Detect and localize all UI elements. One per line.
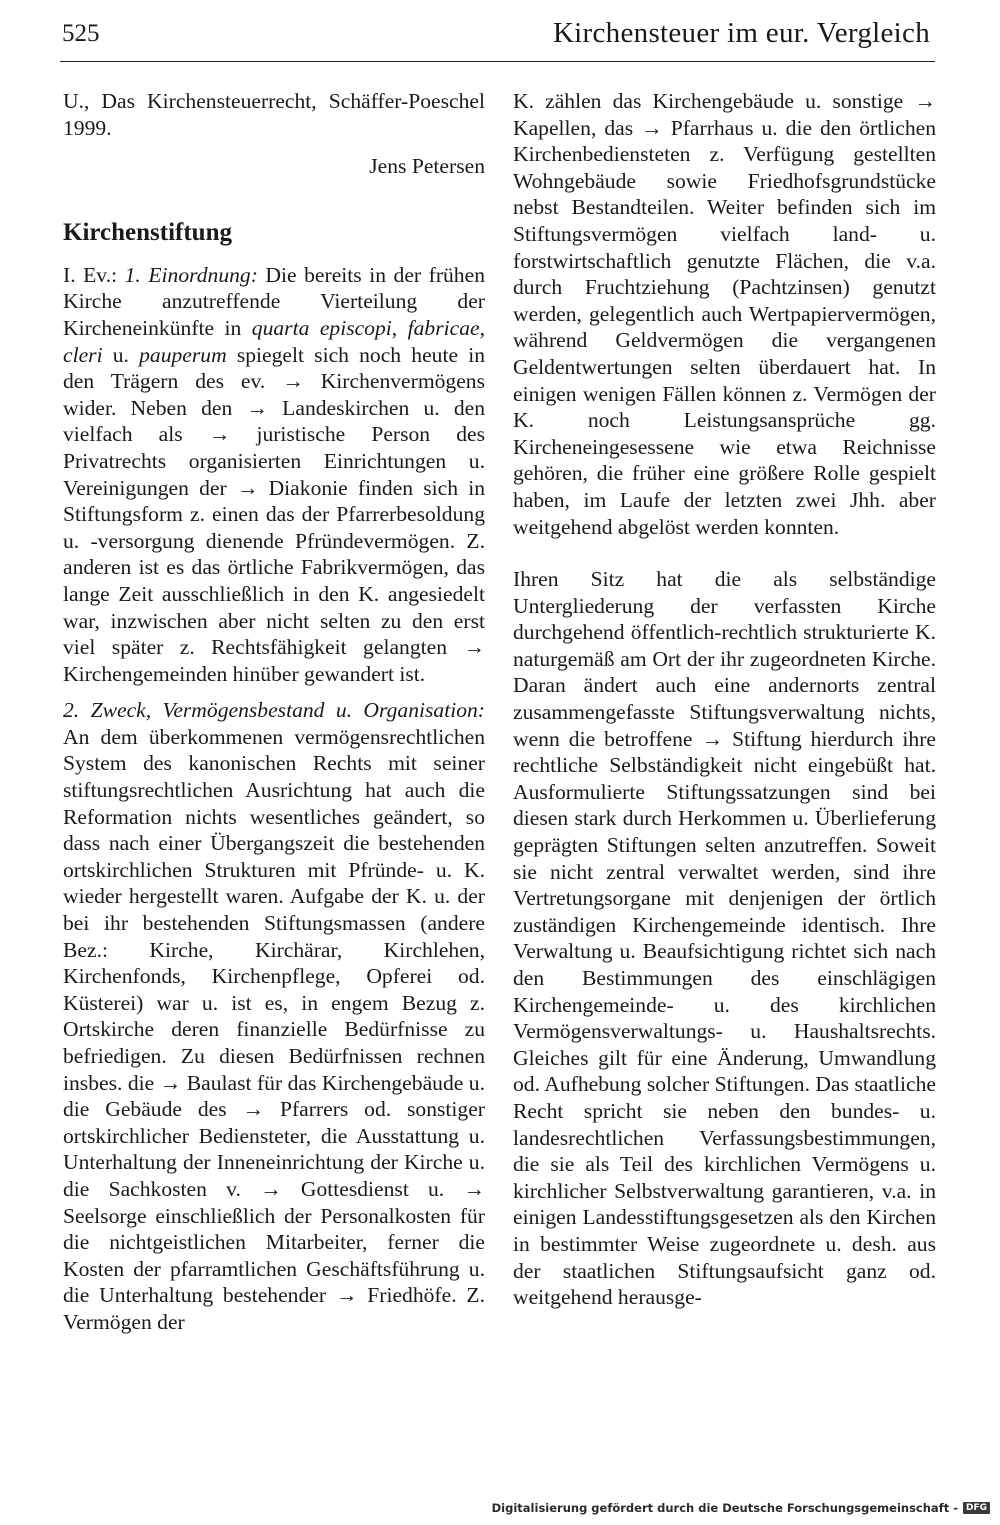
section-2-subhead: 2. Zweck, Vermögensbestand u. Organisation: — [63, 698, 485, 723]
section-1-subhead: 1. Einordnung: — [124, 262, 258, 287]
page-header — [0, 0, 1000, 64]
latin-term: fabricae — [407, 315, 480, 340]
dfg-logo-icon: DFG — [963, 1502, 990, 1514]
latin-term: pauperum — [139, 342, 227, 367]
header-rule — [60, 61, 935, 62]
text-run: , — [391, 315, 408, 340]
text-run: , — [479, 315, 485, 340]
section-2-text: An dem überkommenen vermögensrechtlichen System des kanonischen Rechts mit seiner stiftungsrechtlichen Ausrichtung hat auch die Reformation nichts wesentliches geändert, so dass nach einer Übergangszeit die bestehenden ortskirchlichen Strukturen mit Pfründe- u. K. wieder hergestellt waren. Aufgabe der K. u. der bei ihr bestehenden Stiftungsmassen (andere Bez.: Kirche, Kirchärar, Kirchlehen, Kirchenfonds, Kirchenpflege, Opferei od. Küsterei) war u. ist es, in engem Bezug z. Ortskirche deren finanzielle Bedürfnisse zu befriedigen. Zu diesen Bedürfnissen rechnen insbes. die → Baulast für das Kirchengebäude u. die Gebäude des → Pfarrers od. sonstiger ortskirchlicher Bediensteter, die Ausstattung u. Unterhaltung der Inneneinrichtung der Kirche u. die Sachkosten v. → Gottesdienst u. → Seelsorge einschließlich der Personalkosten für die nichtgeistlichen Mitarbeiter, ferner die Kosten der pfarramtlichen Geschäftsführung u. die Unterhaltung bestehender → Friedhöfe. Z. Vermögen der — [63, 724, 485, 1334]
author-signature: Jens Petersen — [369, 154, 485, 179]
section-2-paragraph — [63, 697, 485, 1335]
section-1-prefix: I. Ev.: — [63, 262, 125, 287]
text-run: spiegelt sich noch heute in den Trägern des ev. → Kirchenvermögens wider. Neben den → Landeskirchen u. den vielfach als → juristische Person des Privatrechts organisierten Einrichtungen u. Vereinigungen der → Diakonie finden sich in Stiftungsform z. einen das der Pfarrerbesoldung u. -versorgung dienende Pfründevermögen. Z. anderen ist es das örtliche Fabrikvermögen, das lange Zeit ausschließlich in den K. angesiedelt war, inzwischen aber nicht selten zu den erst viel später z. Rechtsfähigkeit gelangten → Kirchengemeinden hinüber gewandert ist. — [63, 342, 485, 686]
entry-heading: Kirchenstiftung — [63, 218, 232, 246]
section-1-paragraph — [63, 262, 485, 688]
digitization-note: Digitalisierung gefördert durch die Deutsche Forschungsgemeinschaft - — [491, 1501, 958, 1515]
right-column — [513, 88, 936, 1311]
text-run: u. — [102, 342, 140, 367]
digitization-footer — [492, 1501, 990, 1515]
page-number: 525 — [62, 20, 100, 47]
left-column — [63, 88, 485, 1336]
right-paragraph-1: K. zählen das Kirchengebäude u. sonstige → Kapellen, das → Pfarrhaus u. die den örtlichen Kirchenbediensteten z. Verfügung gestellten Wohngebäude sowie Friedhofsgrundstücke nebst Bestandteilen. Weiter befinden sich im Stiftungsvermögen vielfach land- u. forstwirtschaftlich genutzte Flächen, die v.a. durch Fruchtziehung (Pachtzinsen) genutzt werden, gelegentlich auch Wertpapiervermögen, während Geldvermögen die vergangenen Geldentwertungen selten überdauert hat. In einigen wenigen Fällen können z. Vermögen der K. noch Leistungsansprüche gg. Kircheneingesessene wie etwa Reichnisse gehören, die früher eine größere Rolle gespielt haben, im Laufe der letzten zwei Jhh. aber weitgehend abgelöst werden konnten. — [513, 89, 936, 539]
latin-term: cleri — [63, 342, 103, 367]
text-run: Die bereits in der frühen Kirche anzutreffende Vierteilung der Kircheneinkünfte in — [63, 262, 485, 340]
right-paragraph-2: Ihren Sitz hat die als selbständige Untergliederung der verfassten Kirche durchgehend öffentlich-rechtlich strukturierte K. naturgemäß am Ort der ihr zugeordneten Kirche. Daran ändert auch eine andernorts zentral zusammengefasste Stiftungsverwaltung nichts, wenn die betroffene → Stiftung hierdurch ihre rechtliche Selbständigkeit nicht eingebüßt hat. Ausformulierte Stiftungssatzungen sind bei diesen stark durch Herkommen u. Überlieferung geprägten Stiftungen selten anzutreffen. Soweit sie nicht zentral verwaltet werden, sind ihre Vertretungsorgane mit denjenigen der örtlich zuständigen Kirchengemeinde identisch. Ihre Verwaltung u. Beaufsichtigung richtet sich nach den Bestimmungen des einschlägigen Kirchengemeinde- u. des kirchlichen Vermögensverwaltungs- u. Haushaltsrechts. Gleiches gilt für eine Änderung, Umwandlung od. Aufhebung solcher Stiftungen. Das staatliche Recht spricht sie neben den bundes- u. landesrechtlichen Verfassungsbestimmungen, die sie als Teil des kirchlichen Vermögens u. kirchlicher Selbstverwaltung garantieren, v.a. in einigen Landesstiftungsgesetzen als den Kirchen in bestimmter Weise zugeordnete u. desh. aus der staatlichen Stiftungsaufsicht ganz od. weitgehend herausge- — [513, 567, 936, 1310]
running-title: Kirchensteuer im eur. Vergleich — [552, 17, 930, 49]
latin-term: quarta episcopi — [251, 315, 392, 340]
reference-tail: U., Das Kirchensteuerrecht, Schäffer-Poeschel 1999. — [63, 89, 485, 140]
